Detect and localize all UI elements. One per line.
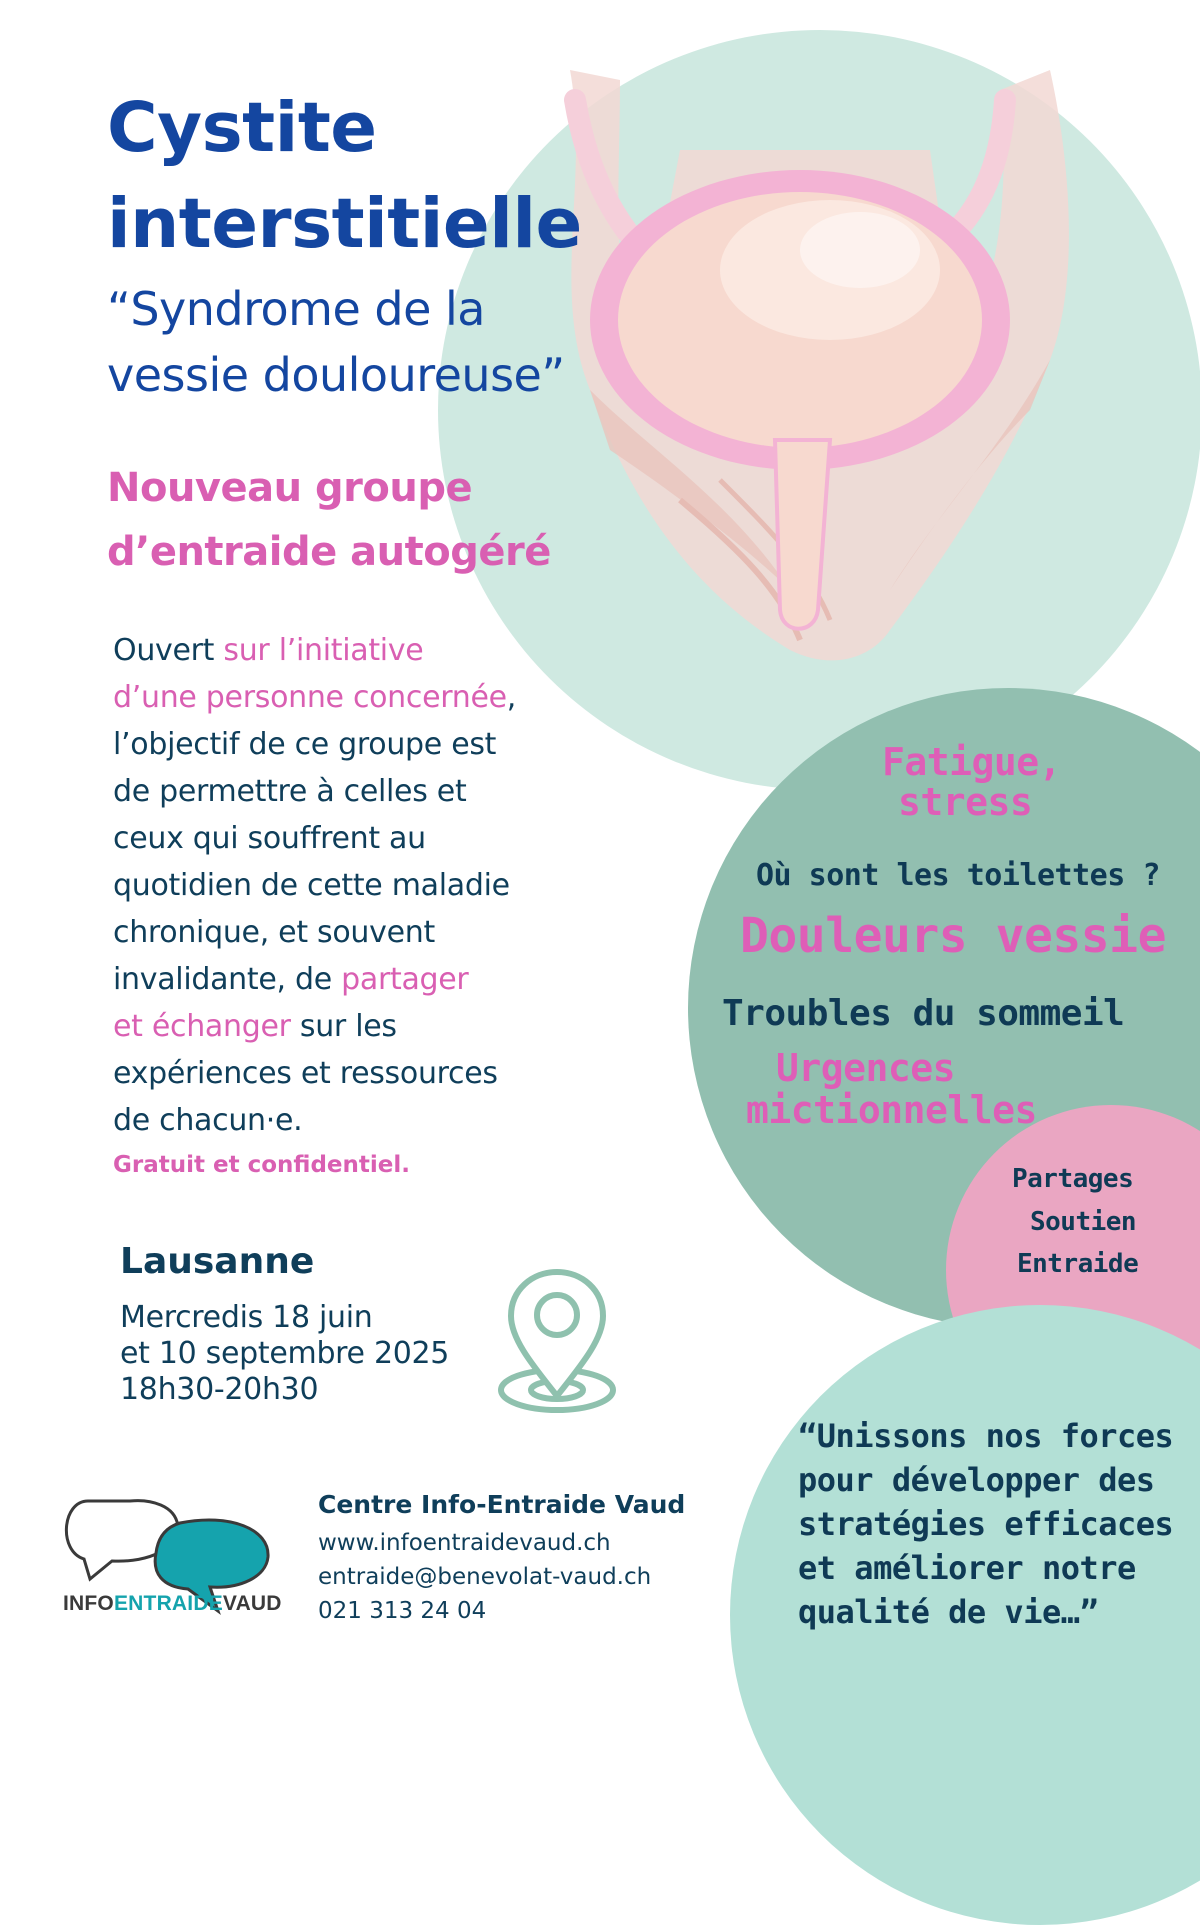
subtitle-line-2: vessie douloureuse” [107,348,565,402]
symptom-urgency-1: Urgences [776,1046,956,1090]
body-line: expériences et ressources [113,1056,498,1091]
keyword-soutien: Soutien [1030,1207,1137,1237]
symptom-urgency-2: mictionnelles [746,1088,1037,1132]
description-paragraph [113,627,593,1144]
group-heading-line-1: Nouveau groupe [107,465,473,511]
body-highlight: et échanger [113,1009,291,1044]
body-line: chronique, et souvent [113,915,435,950]
keyword-partages: Partages [1012,1164,1134,1194]
symptom-bladder-pain: Douleurs vessie [740,908,1166,964]
body-line: quotidien de cette maladie [113,868,510,903]
event-city: Lausanne [120,1241,315,1282]
body-highlight: partager [341,962,469,997]
body-text-segment: sur les [290,1009,397,1044]
body-highlight: d’une personne concernée [113,680,507,715]
symptom-stress: stress [898,780,1033,824]
body-line: ceux qui souffrent au [113,821,426,856]
quote-line-2: pour développer des [798,1461,1155,1499]
logo-wordmark [63,1592,282,1616]
symptom-sleep: Troubles du sommeil [722,993,1125,1034]
quote-line-1: “Unissons nos forces [798,1417,1174,1455]
title-line-1: Cystite [107,88,377,168]
body-text-segment: , [506,680,517,715]
contact-email-link[interactable]: entraide@benevolat-vaud.ch [318,1564,652,1590]
body-text-segment: Ouvert [113,633,224,668]
logo-part-entraide: ENTRAIDE [113,1592,223,1615]
keyword-entraide: Entraide [1017,1249,1139,1279]
contact-organization: Centre Info-Entraide Vaud [318,1490,686,1519]
body-highlight: sur l’initiative [223,633,424,668]
event-date-1: Mercredis 18 juin [120,1300,373,1335]
quote-line-3: stratégies efficaces [798,1505,1174,1543]
body-line: l’objectif de ce groupe est [113,727,497,762]
event-time: 18h30-20h30 [120,1372,319,1407]
event-date-2: et 10 septembre 2025 [120,1336,450,1371]
body-line: de permettre à celles et [113,774,467,809]
symptom-fatigue: Fatigue, [882,740,1062,784]
contact-website-link[interactable]: www.infoentraidevaud.ch [318,1530,611,1556]
symptom-toilets: Où sont les toilettes ? [756,858,1160,893]
title-line-2: interstitielle [107,184,582,264]
body-line: de chacun·e. [113,1103,303,1138]
body-text-segment: invalidante, de [113,962,342,997]
quote-line-4: et améliorer notre [798,1549,1136,1587]
quote-line-5: qualité de vie…” [798,1593,1099,1631]
hands-bladder-illustration [530,30,1090,690]
logo-part-vaud: VAUD [222,1592,282,1615]
free-confidential-note: Gratuit et confidentiel. [113,1152,410,1178]
subtitle-line-1: “Syndrome de la [107,282,485,336]
group-heading-line-2: d’entraide autogéré [107,529,551,575]
logo-part-info: INFO [63,1592,114,1615]
contact-phone[interactable]: 021 313 24 04 [318,1598,487,1624]
location-pin-icon [495,1268,620,1416]
